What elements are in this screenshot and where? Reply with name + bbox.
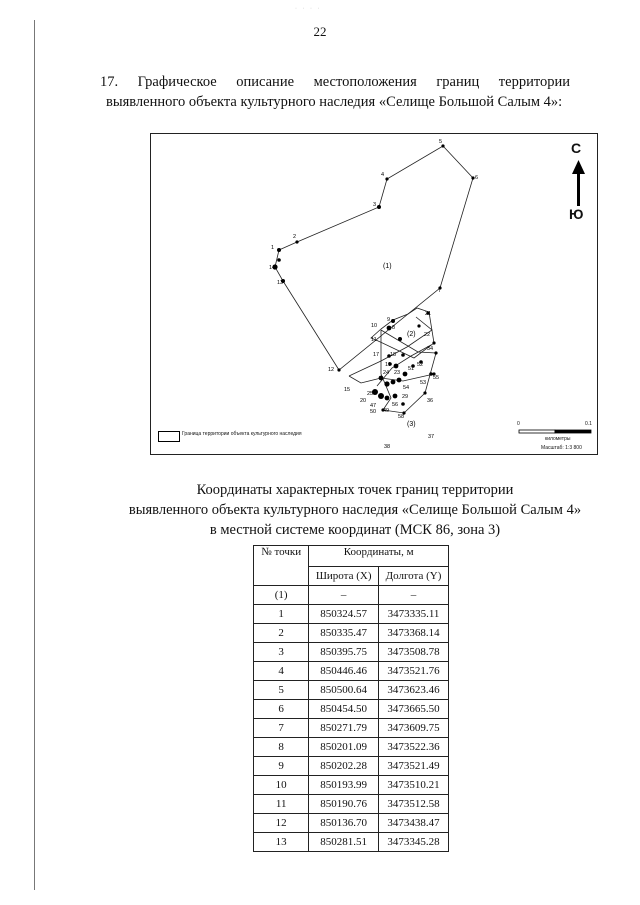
table-row <box>254 700 449 719</box>
point-label-14: 14 <box>269 265 276 271</box>
table-row <box>254 719 449 738</box>
compass-north-label: С <box>571 140 582 156</box>
cell-point-number: 2 <box>254 624 309 643</box>
table-row <box>254 814 449 833</box>
point-label-29: 29 <box>402 394 409 400</box>
cell-longitude: 3473438.47 <box>379 814 449 833</box>
point-label-11: 11 <box>371 337 377 343</box>
scale-ratio-label: Масштаб: 1:3 800 <box>541 445 582 451</box>
table-row <box>254 757 449 776</box>
table-row <box>254 833 449 852</box>
vertex-marker <box>387 326 392 331</box>
cell-latitude: 850454.50 <box>309 700 379 719</box>
point-label-51: 51 <box>408 366 415 372</box>
cell-latitude: 850281.51 <box>309 833 379 852</box>
point-label-4: 4 <box>381 172 385 178</box>
vertex-marker <box>398 337 402 341</box>
cell-longitude: – <box>379 586 449 605</box>
vertex-marker <box>403 372 408 377</box>
header-coordinates: Координаты, м <box>309 546 449 567</box>
header-latitude: Широта (X) <box>309 567 379 586</box>
cell-longitude: 3473522.36 <box>379 738 449 757</box>
cell-longitude: 3473508.78 <box>379 643 449 662</box>
cell-point-number: 8 <box>254 738 309 757</box>
heading-line-2: выявленного объекта культурного наследия «Селище Большой Салым 4»: <box>106 94 563 110</box>
point-label-15: 15 <box>344 387 351 393</box>
scale-zero-label: 0 <box>517 421 520 427</box>
point-label-37: 37 <box>428 434 435 440</box>
cell-point-number: 1 <box>254 605 309 624</box>
table-caption <box>90 480 620 540</box>
vertex-marker <box>379 376 384 381</box>
vertex-marker <box>401 353 405 357</box>
point-label-8: 8 <box>392 325 396 331</box>
page-margin-line <box>34 20 35 890</box>
cell-longitude: 3473521.76 <box>379 662 449 681</box>
cell-longitude: 3473665.50 <box>379 700 449 719</box>
point-label-13: 13 <box>277 280 284 286</box>
point-label-6: 6 <box>475 175 479 181</box>
north-arrow <box>572 160 585 206</box>
vertex-marker <box>393 394 398 399</box>
cell-longitude: 3473510.21 <box>379 776 449 795</box>
vertex-marker <box>385 396 390 401</box>
point-label-12: 12 <box>328 367 335 373</box>
cell-longitude: 3473623.46 <box>379 681 449 700</box>
scale-max-label: 0.1 <box>585 421 592 427</box>
area-label-1: (1) <box>383 263 392 270</box>
vertex-marker <box>401 402 405 406</box>
table-row <box>254 605 449 624</box>
point-label-7: 7 <box>438 288 442 294</box>
cell-longitude: 3473521.49 <box>379 757 449 776</box>
map-legend <box>156 429 336 442</box>
legend-boundary-swatch <box>158 431 180 442</box>
cell-latitude: 850136.70 <box>309 814 379 833</box>
vertex-marker <box>277 258 281 262</box>
table-row <box>254 643 449 662</box>
point-label-17: 17 <box>373 352 380 358</box>
point-label-36: 36 <box>427 398 434 404</box>
point-label-47: 47 <box>370 403 377 409</box>
cell-point-number: (1) <box>254 586 309 605</box>
scale-unit-label: километры <box>545 436 571 442</box>
cell-latitude: 850193.99 <box>309 776 379 795</box>
caption-line-2: выявленного объекта культурного наследия «Селище Большой Салым 4» <box>128 502 582 518</box>
point-label-20: 20 <box>360 398 367 404</box>
caption-line-3: в местной системе координат (МСК 86, зона 3) <box>209 522 501 538</box>
compass-south-label: Ю <box>569 206 584 222</box>
point-label-49: 49 <box>383 408 390 414</box>
scale-bar-segment <box>519 430 555 433</box>
point-label-53: 53 <box>420 380 427 386</box>
cell-latitude: 850201.09 <box>309 738 379 757</box>
cell-latitude: 850202.28 <box>309 757 379 776</box>
scale-bar-segment <box>555 430 591 433</box>
table-row <box>254 624 449 643</box>
point-label-22: 22 <box>424 332 431 338</box>
map-drawing <box>151 134 597 454</box>
heading-line-1: 17. Графическое описание местоположения границ территории <box>100 74 570 90</box>
cell-latitude: 850271.79 <box>309 719 379 738</box>
point-label-56: 56 <box>392 402 399 408</box>
cell-latitude: 850500.64 <box>309 681 379 700</box>
cell-point-number: 12 <box>254 814 309 833</box>
point-label-54: 54 <box>403 385 410 391</box>
point-label-34: 34 <box>427 346 434 352</box>
cell-point-number: 11 <box>254 795 309 814</box>
cell-latitude: 850190.76 <box>309 795 379 814</box>
point-labels <box>269 139 478 450</box>
area-label-3: (3) <box>407 421 416 428</box>
point-label-9: 9 <box>387 317 391 323</box>
point-label-5: 5 <box>439 139 443 145</box>
vertex-marker <box>384 381 389 386</box>
north-arrow-shaft <box>577 170 580 206</box>
point-label-52: 52 <box>417 362 424 368</box>
vertex-marker <box>394 364 399 369</box>
vertex-marker <box>385 177 388 180</box>
point-label-2: 2 <box>293 234 297 240</box>
point-label-10: 10 <box>371 323 378 329</box>
cell-latitude: 850324.57 <box>309 605 379 624</box>
cell-point-number: 5 <box>254 681 309 700</box>
vertex-marker <box>391 319 395 323</box>
point-label-21: 21 <box>425 311 432 317</box>
vertex-marker <box>337 368 340 371</box>
vertex-marker <box>391 380 396 385</box>
area-label-2: (2) <box>407 331 416 338</box>
header-longitude: Долгота (Y) <box>379 567 449 586</box>
point-label-24: 24 <box>383 370 390 376</box>
cell-latitude: – <box>309 586 379 605</box>
cell-latitude: 850335.47 <box>309 624 379 643</box>
point-label-25: 25 <box>367 391 374 397</box>
point-label-3: 3 <box>373 202 377 208</box>
table-header-row <box>254 546 449 567</box>
caption-line-1: Координаты характерных точек границ территории <box>196 482 514 498</box>
cell-longitude: 3473345.28 <box>379 833 449 852</box>
point-label-19: 19 <box>385 362 392 368</box>
point-label-55: 55 <box>433 375 440 381</box>
north-arrow-head <box>572 160 585 174</box>
header-point-number: № точки <box>254 546 309 586</box>
vertex-markers <box>272 144 474 414</box>
cell-longitude: 3473512.58 <box>379 795 449 814</box>
table-body <box>254 586 449 852</box>
cell-point-number: 4 <box>254 662 309 681</box>
vertex-marker <box>295 240 298 243</box>
table-row <box>254 586 449 605</box>
vertex-marker <box>377 205 381 209</box>
table-row <box>254 681 449 700</box>
coordinates-table <box>253 545 449 852</box>
scale-bar <box>519 430 591 433</box>
table-row <box>254 776 449 795</box>
table-row <box>254 662 449 681</box>
vertex-marker <box>277 248 281 252</box>
cell-point-number: 10 <box>254 776 309 795</box>
vertex-marker <box>434 351 437 354</box>
cell-point-number: 3 <box>254 643 309 662</box>
vertex-marker <box>378 393 384 399</box>
scan-artifact: · · · · <box>295 6 322 12</box>
vertex-marker <box>423 391 426 394</box>
cell-longitude: 3473609.75 <box>379 719 449 738</box>
cell-latitude: 850395.75 <box>309 643 379 662</box>
cell-latitude: 850446.46 <box>309 662 379 681</box>
cell-point-number: 6 <box>254 700 309 719</box>
cell-longitude: 3473335.11 <box>379 605 449 624</box>
cell-point-number: 9 <box>254 757 309 776</box>
cell-point-number: 13 <box>254 833 309 852</box>
point-label-58: 58 <box>398 414 405 420</box>
point-label-23: 23 <box>394 370 401 376</box>
point-label-38: 38 <box>384 444 391 450</box>
vertex-marker <box>397 378 402 383</box>
point-label-50: 50 <box>370 409 377 415</box>
vertex-marker <box>432 341 435 344</box>
table-row <box>254 795 449 814</box>
point-label-1: 1 <box>271 245 275 251</box>
cell-longitude: 3473368.14 <box>379 624 449 643</box>
point-label-18: 18 <box>390 352 397 358</box>
legend-text: Граница территории объекта культурного наследия <box>182 431 302 437</box>
table-row <box>254 738 449 757</box>
boundary-map <box>150 133 598 455</box>
section-heading <box>100 72 570 112</box>
cell-point-number: 7 <box>254 719 309 738</box>
vertex-marker <box>417 324 420 327</box>
page-number: 22 <box>313 24 327 39</box>
